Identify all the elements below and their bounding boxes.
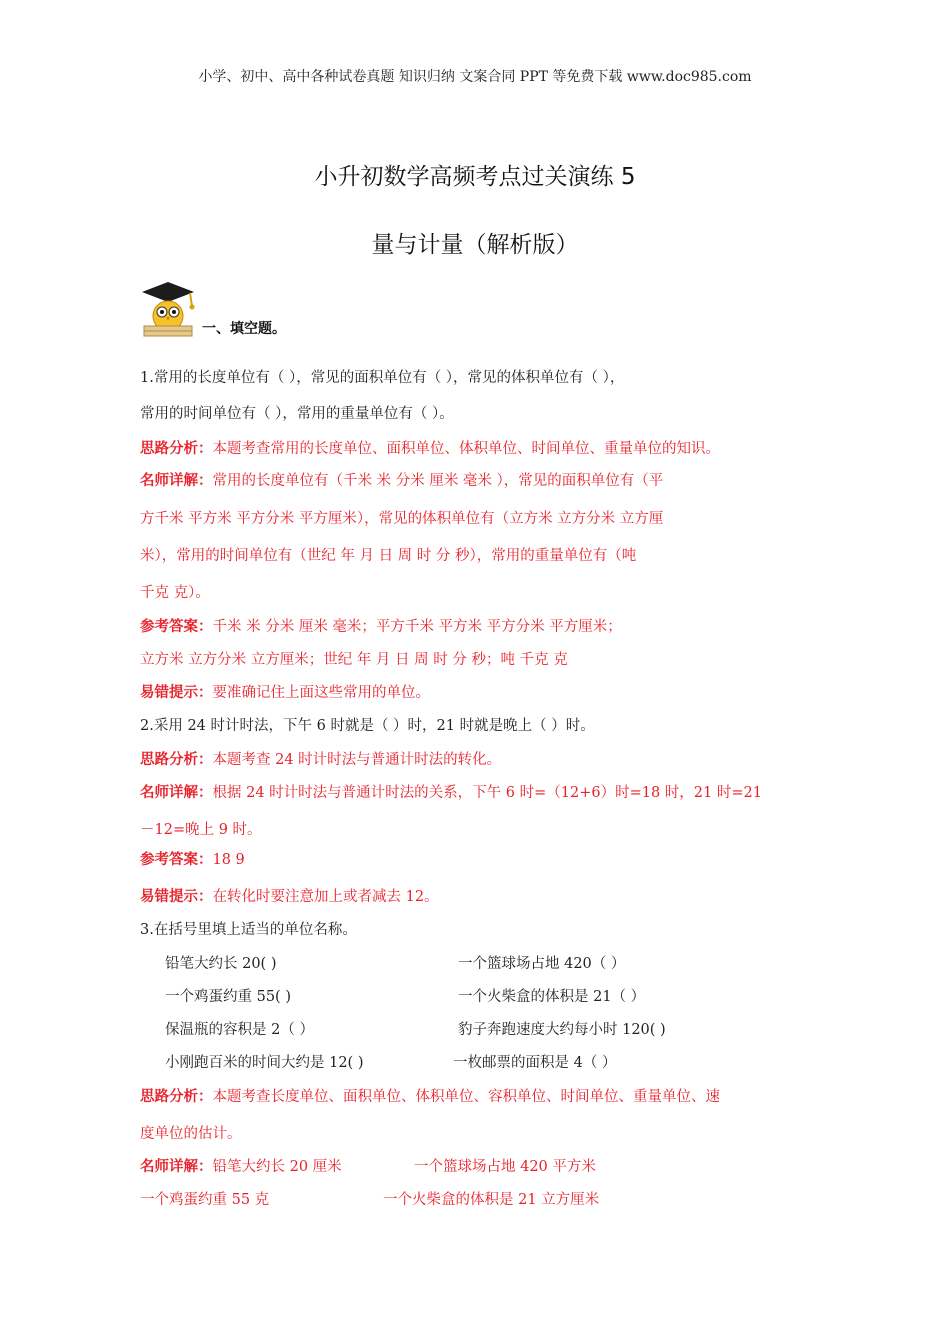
page-title: 小升初数学高频考点过关演练 5 [314,164,636,190]
detail-text: 常用的长度单位有（千米 米 分米 厘米 毫米 ），常见的面积单位有（平 [212,473,664,489]
detail-text: 根据 24 时计时法与普通计时法的关系，下午 6 时=（12+6）时=18 时，21 时=21 [212,785,762,801]
owl-graduate-icon [138,280,198,338]
q1-answer [140,615,622,636]
q3-detail-item: 一个火柴盒的体积是 21 立方厘米 [383,1192,600,1208]
q2-detail [140,781,762,802]
tip-tag: 易错提示： [140,685,213,701]
answer-tag: 参考答案： [140,619,213,635]
q3-item: 豹子奔跑速度大约每小时 120( ) [458,1022,666,1038]
q3-analysis-line-2: 度单位的估计。 [140,1126,242,1142]
q3-item: 一个篮球场占地 420（ ） [458,956,626,972]
page-header: 小学、初中、高中各种试卷真题 知识归纳 文案合同 PPT 等免费下载 www.doc985.com [198,69,752,85]
q1-detail [140,469,663,490]
q3-item: 一枚邮票的面积是 4（ ） [453,1055,617,1071]
q2-answer [140,848,245,869]
page-subtitle: 量与计量（解析版） [371,232,579,258]
q3-item: 一个鸡蛋约重 55( ) [165,989,291,1005]
detail-tag: 名师详解： [140,785,213,801]
question-1-line-1: 1.常用的长度单位有（ ），常见的面积单位有（ ），常见的体积单位有（ ）， [140,370,625,386]
q1-answer-line-2: 立方米 立方分米 立方厘米；世纪 年 月 日 周 时 分 秒；吨 千克 克 [140,652,568,668]
q3-detail [140,1155,342,1176]
tip-text: 要准确记住上面这些常用的单位。 [212,685,430,701]
q1-analysis [140,437,720,458]
answer-text: 18 9 [212,852,245,868]
detail-tag: 名师详解： [140,473,213,489]
q3-analysis [140,1085,720,1106]
question-2-line-1: 2.采用 24 时计时法，下午 6 时就是（ ）时，21 时就是晚上（ ）时。 [140,718,595,734]
question-1-line-2: 常用的时间单位有（ ），常用的重量单位有（ ）。 [140,406,454,422]
q1-detail-line-4: 千克 克）。 [140,585,210,601]
q2-detail-line-2: －12=晚上 9 时。 [140,822,262,838]
analysis-text: 本题考查 24 时计时法与普通计时法的转化。 [212,752,502,768]
q3-item: 一个火柴盒的体积是 21（ ） [458,989,646,1005]
answer-text: 千米 米 分米 厘米 毫米；平方千米 平方米 平方分米 平方厘米； [212,619,622,635]
section-label: 一、填空题。 [202,321,286,337]
q3-detail-item: 一个篮球场占地 420 平方米 [414,1159,596,1175]
question-3-line-1: 3.在括号里填上适当的单位名称。 [140,922,357,938]
tip-tag: 易错提示： [140,889,213,905]
q2-analysis [140,748,501,769]
detail-tag: 名师详解： [140,1159,213,1175]
analysis-text: 本题考查长度单位、面积单位、体积单位、容积单位、时间单位、重量单位、速 [212,1089,720,1105]
q3-detail-item: 一个鸡蛋约重 55 克 [140,1192,270,1208]
q2-tip [140,885,439,906]
detail-text: 铅笔大约长 20 厘米 [212,1159,342,1175]
answer-tag: 参考答案： [140,852,213,868]
tip-text: 在转化时要注意加上或者减去 12。 [212,889,439,905]
q3-item: 保温瓶的容积是 2（ ） [165,1022,314,1038]
analysis-tag: 思路分析： [140,1089,213,1105]
q1-detail-line-2: 方千米 平方米 平方分米 平方厘米），常见的体积单位有（立方米 立方分米 立方厘 [140,511,664,527]
analysis-tag: 思路分析： [140,752,213,768]
analysis-tag: 思路分析： [140,441,213,457]
q1-tip [140,681,430,702]
analysis-text: 本题考查常用的长度单位、面积单位、体积单位、时间单位、重量单位的知识。 [212,441,720,457]
q3-item: 小刚跑百米的时间大约是 12( ) [165,1055,364,1071]
q3-item: 铅笔大约长 20( ) [165,956,277,972]
q1-detail-line-3: 米），常用的时间单位有（世纪 年 月 日 周 时 分 秒），常用的重量单位有（吨 [140,548,637,564]
